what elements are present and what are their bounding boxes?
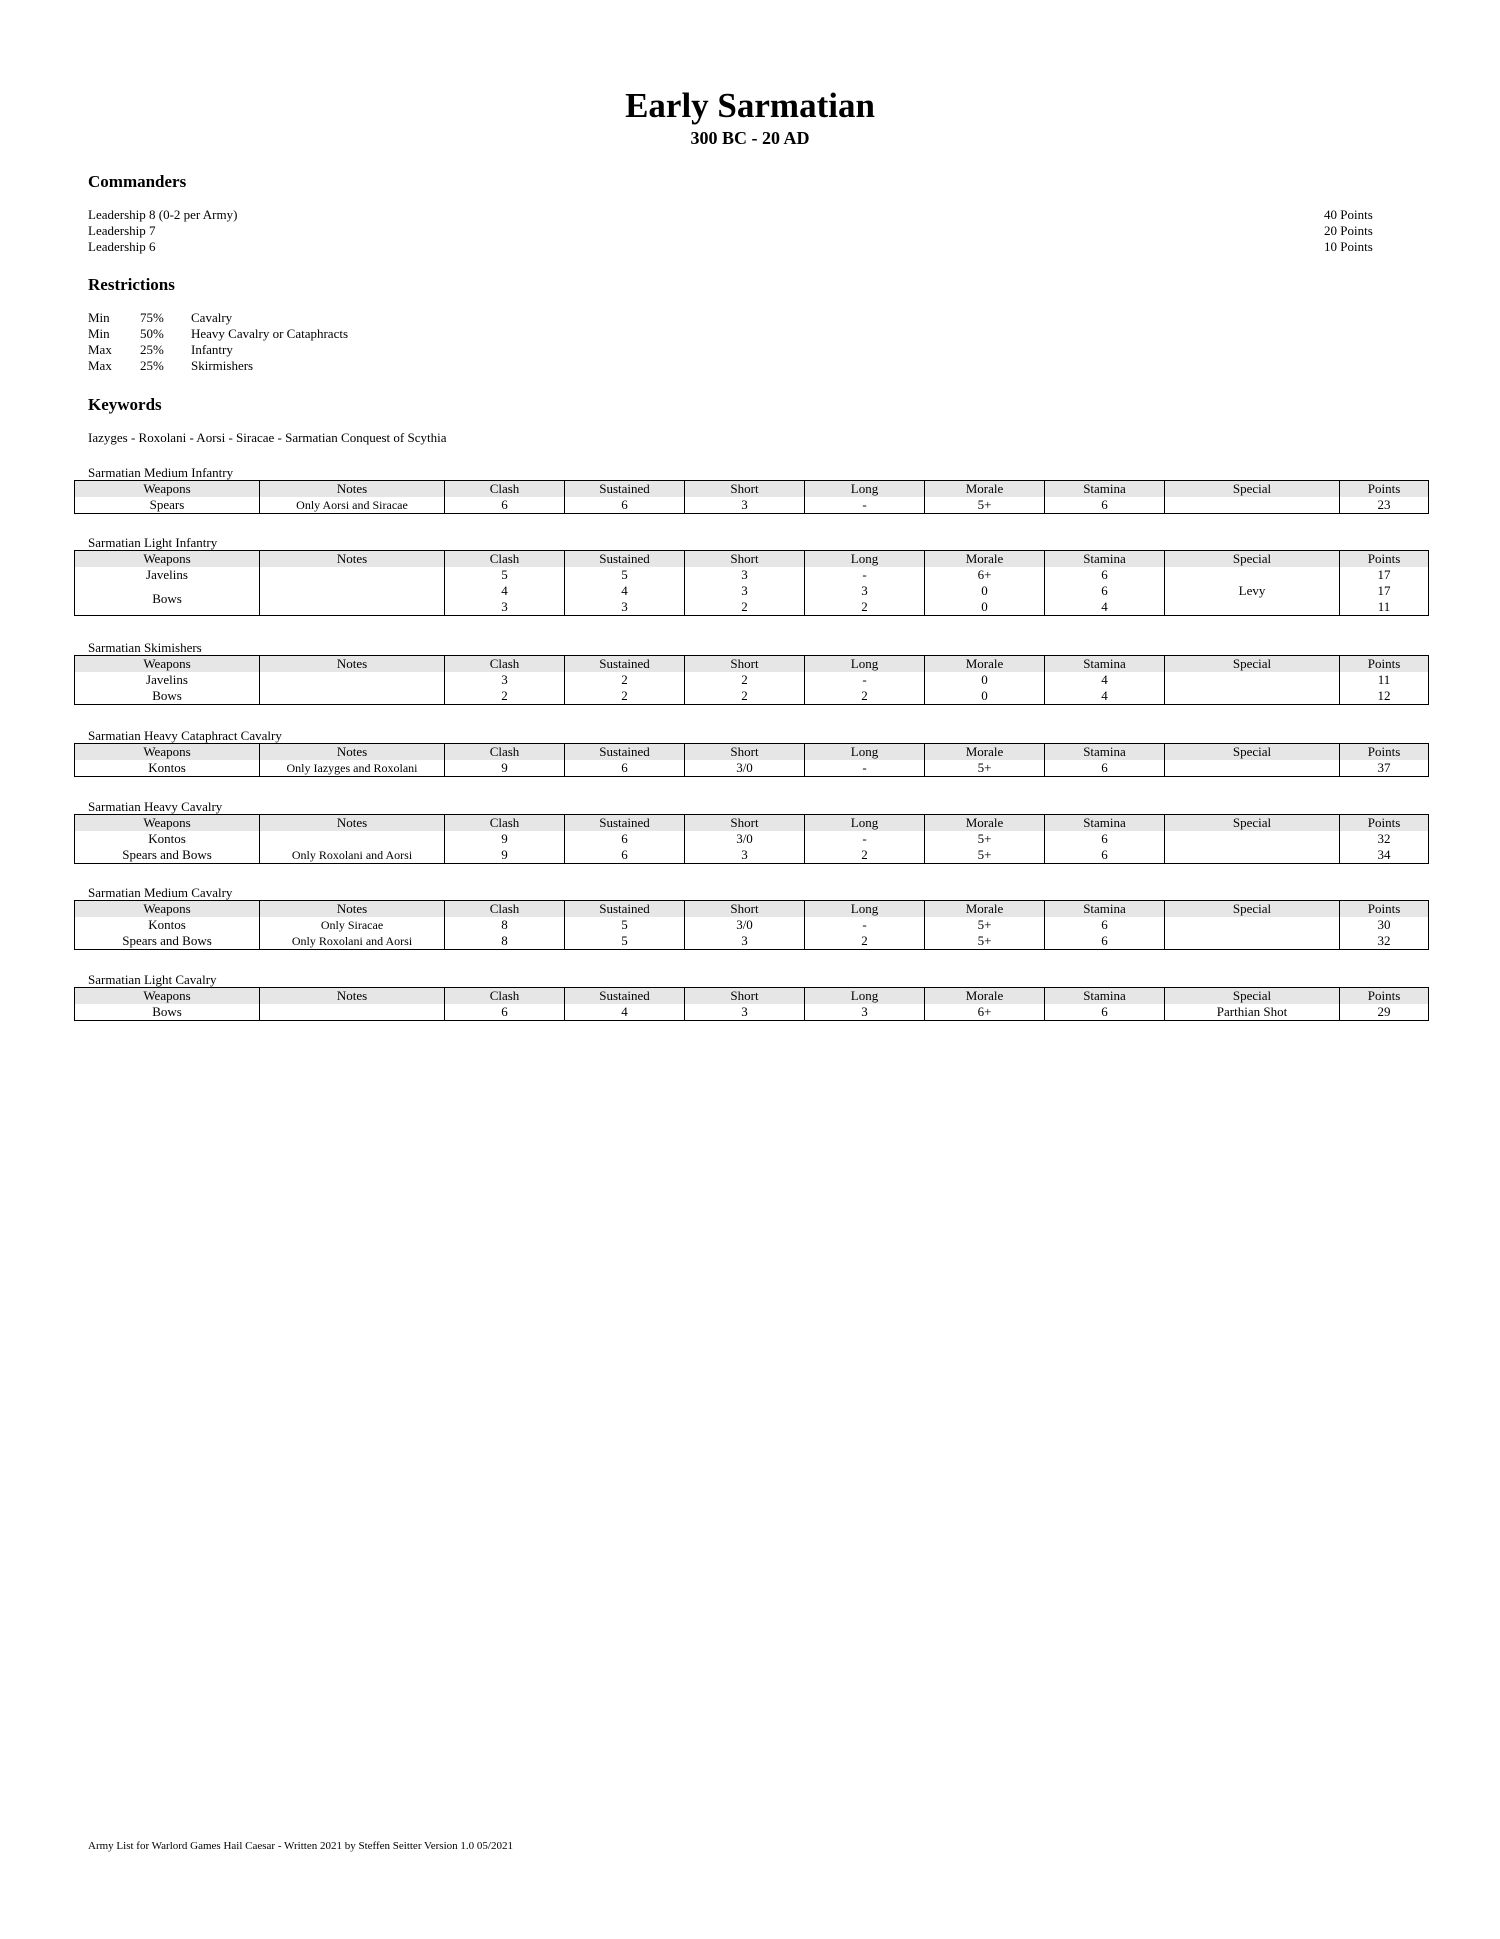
table-row — [75, 672, 1429, 688]
unit-stats-table — [74, 655, 1429, 705]
short-cell: 3 — [685, 1004, 805, 1021]
long-cell: 2 — [805, 688, 925, 705]
column-header: Long — [805, 656, 925, 673]
clash-cell: 3 — [445, 672, 565, 688]
clash-cell: 4 — [445, 583, 565, 599]
commander-points: 40 Points — [1324, 207, 1373, 222]
column-header: Morale — [925, 815, 1045, 832]
points-cell: 29 — [1340, 1004, 1429, 1021]
commanders-heading: Commanders — [88, 172, 187, 191]
commander-points: 20 Points — [1324, 223, 1373, 238]
column-header: Special — [1165, 656, 1340, 673]
page-subtitle-date-range: 300 BC - 20 AD — [690, 128, 810, 148]
long-cell: - — [805, 567, 925, 583]
restriction-type: Max — [88, 342, 112, 357]
special-cell: Levy — [1165, 583, 1340, 599]
morale-cell: 5+ — [925, 847, 1045, 864]
table-header-row — [75, 988, 1429, 1005]
column-header: Special — [1165, 551, 1340, 568]
unit-stats-table — [74, 743, 1429, 777]
table-row — [75, 688, 1429, 705]
clash-cell: 6 — [445, 497, 565, 514]
sustained-cell: 6 — [565, 760, 685, 777]
column-header: Long — [805, 744, 925, 761]
special-cell: Parthian Shot — [1165, 1004, 1340, 1021]
commander-label: Leadership 6 — [88, 239, 156, 254]
column-header: Weapons — [75, 815, 260, 832]
sustained-cell: 6 — [565, 831, 685, 847]
column-header: Weapons — [75, 901, 260, 918]
keywords-text: Iazyges - Roxolani - Aorsi - Siracae - Sarmatian Conquest of Scythia — [88, 430, 447, 445]
long-cell: - — [805, 917, 925, 933]
weapons-cell: Kontos — [75, 760, 260, 777]
column-header: Long — [805, 481, 925, 498]
short-cell: 3 — [685, 497, 805, 514]
long-cell: 2 — [805, 599, 925, 616]
column-header: Notes — [260, 988, 445, 1005]
column-header: Weapons — [75, 656, 260, 673]
column-header: Short — [685, 656, 805, 673]
column-header: Stamina — [1045, 815, 1165, 832]
stamina-cell: 6 — [1045, 847, 1165, 864]
short-cell: 3 — [685, 583, 805, 599]
column-header: Morale — [925, 481, 1045, 498]
unit-stats-table — [74, 480, 1429, 514]
column-header: Sustained — [565, 815, 685, 832]
column-header: Short — [685, 815, 805, 832]
column-header: Weapons — [75, 988, 260, 1005]
column-header: Stamina — [1045, 744, 1165, 761]
notes-cell: Only Siracae — [260, 917, 445, 933]
morale-cell: 0 — [925, 688, 1045, 705]
stamina-cell: 4 — [1045, 688, 1165, 705]
sustained-cell: 5 — [565, 567, 685, 583]
points-cell: 12 — [1340, 688, 1429, 705]
column-header: Long — [805, 551, 925, 568]
unit-title: Sarmatian Light Cavalry — [88, 972, 217, 987]
restriction-category: Cavalry — [191, 310, 233, 325]
points-cell: 11 — [1340, 672, 1429, 688]
column-header: Morale — [925, 988, 1045, 1005]
clash-cell: 8 — [445, 933, 565, 950]
column-header: Points — [1340, 656, 1429, 673]
unit-title: Sarmatian Heavy Cavalry — [88, 799, 223, 814]
column-header: Morale — [925, 744, 1045, 761]
restriction-percent: 25% — [140, 342, 164, 357]
table-row — [75, 917, 1429, 933]
unit-stats-table — [74, 814, 1429, 864]
column-header: Points — [1340, 988, 1429, 1005]
clash-cell: 6 — [445, 1004, 565, 1021]
weapons-cell: Bows — [75, 688, 260, 705]
column-header: Morale — [925, 551, 1045, 568]
column-header: Stamina — [1045, 656, 1165, 673]
sustained-cell: 5 — [565, 933, 685, 950]
keywords-heading: Keywords — [88, 395, 162, 414]
points-cell: 17 — [1340, 567, 1429, 583]
special-cell — [1165, 599, 1340, 616]
long-cell: 3 — [805, 1004, 925, 1021]
long-cell: 2 — [805, 933, 925, 950]
column-header: Notes — [260, 481, 445, 498]
column-header: Clash — [445, 815, 565, 832]
table-header-row — [75, 815, 1429, 832]
notes-cell — [260, 688, 445, 705]
long-cell: 2 — [805, 847, 925, 864]
commander-points: 10 Points — [1324, 239, 1373, 254]
restriction-type: Min — [88, 326, 110, 341]
long-cell: - — [805, 831, 925, 847]
column-header: Notes — [260, 901, 445, 918]
points-cell: 23 — [1340, 497, 1429, 514]
special-cell — [1165, 917, 1340, 933]
long-cell: 3 — [805, 583, 925, 599]
sustained-cell: 3 — [565, 599, 685, 616]
weapons-cell: Bows — [75, 583, 260, 616]
short-cell: 2 — [685, 672, 805, 688]
long-cell: - — [805, 760, 925, 777]
morale-cell: 6+ — [925, 1004, 1045, 1021]
short-cell: 3 — [685, 847, 805, 864]
column-header: Sustained — [565, 656, 685, 673]
clash-cell: 9 — [445, 760, 565, 777]
points-cell: 11 — [1340, 599, 1429, 616]
weapons-cell: Javelins — [75, 672, 260, 688]
column-header: Weapons — [75, 551, 260, 568]
column-header: Notes — [260, 744, 445, 761]
long-cell: - — [805, 497, 925, 514]
restriction-category: Skirmishers — [191, 358, 254, 373]
column-header: Stamina — [1045, 901, 1165, 918]
column-header: Special — [1165, 901, 1340, 918]
sustained-cell: 2 — [565, 672, 685, 688]
column-header: Points — [1340, 551, 1429, 568]
restriction-percent: 25% — [140, 358, 164, 373]
column-header: Notes — [260, 551, 445, 568]
weapons-cell: Javelins — [75, 567, 260, 583]
column-header: Points — [1340, 815, 1429, 832]
column-header: Weapons — [75, 744, 260, 761]
column-header: Long — [805, 988, 925, 1005]
short-cell: 2 — [685, 599, 805, 616]
table-row — [75, 567, 1429, 583]
sustained-cell: 6 — [565, 847, 685, 864]
morale-cell: 0 — [925, 583, 1045, 599]
sustained-cell: 6 — [565, 497, 685, 514]
column-header: Notes — [260, 815, 445, 832]
notes-cell: Only Aorsi and Siracae — [260, 497, 445, 514]
column-header: Long — [805, 901, 925, 918]
weapons-cell: Spears and Bows — [75, 933, 260, 950]
special-cell — [1165, 933, 1340, 950]
special-cell — [1165, 831, 1340, 847]
short-cell: 3/0 — [685, 831, 805, 847]
table-row — [75, 933, 1429, 950]
restriction-type: Min — [88, 310, 110, 325]
stamina-cell: 6 — [1045, 583, 1165, 599]
unit-title: Sarmatian Light Infantry — [88, 535, 218, 550]
column-header: Clash — [445, 551, 565, 568]
weapons-cell: Kontos — [75, 831, 260, 847]
short-cell: 3 — [685, 567, 805, 583]
table-row — [75, 583, 1429, 599]
notes-cell — [260, 567, 445, 583]
table-row — [75, 1004, 1429, 1021]
special-cell — [1165, 672, 1340, 688]
clash-cell: 2 — [445, 688, 565, 705]
table-header-row — [75, 901, 1429, 918]
points-cell: 32 — [1340, 831, 1429, 847]
notes-cell — [260, 583, 445, 616]
short-cell: 3/0 — [685, 760, 805, 777]
sustained-cell: 2 — [565, 688, 685, 705]
stamina-cell: 6 — [1045, 831, 1165, 847]
column-header: Points — [1340, 481, 1429, 498]
special-cell — [1165, 567, 1340, 583]
special-cell — [1165, 688, 1340, 705]
column-header: Long — [805, 815, 925, 832]
column-header: Stamina — [1045, 551, 1165, 568]
table-row — [75, 847, 1429, 864]
notes-cell: Only Iazyges and Roxolani — [260, 760, 445, 777]
restriction-percent: 75% — [140, 310, 164, 325]
sustained-cell: 4 — [565, 583, 685, 599]
notes-cell — [260, 672, 445, 688]
page-footer: Army List for Warlord Games Hail Caesar - Written 2021 by Steffen Seitter Version 1.0 05/2021 — [88, 1840, 513, 1852]
sustained-cell: 5 — [565, 917, 685, 933]
points-cell: 17 — [1340, 583, 1429, 599]
stamina-cell: 6 — [1045, 497, 1165, 514]
column-header: Clash — [445, 988, 565, 1005]
column-header: Clash — [445, 744, 565, 761]
stamina-cell: 4 — [1045, 599, 1165, 616]
column-header: Sustained — [565, 901, 685, 918]
stamina-cell: 6 — [1045, 933, 1165, 950]
table-row — [75, 760, 1429, 777]
column-header: Clash — [445, 656, 565, 673]
clash-cell: 5 — [445, 567, 565, 583]
column-header: Stamina — [1045, 481, 1165, 498]
table-row — [75, 831, 1429, 847]
column-header: Special — [1165, 988, 1340, 1005]
column-header: Special — [1165, 744, 1340, 761]
column-header: Special — [1165, 481, 1340, 498]
morale-cell: 5+ — [925, 497, 1045, 514]
stamina-cell: 6 — [1045, 917, 1165, 933]
notes-cell: Only Roxolani and Aorsi — [260, 933, 445, 950]
column-header: Sustained — [565, 551, 685, 568]
points-cell: 32 — [1340, 933, 1429, 950]
morale-cell: 5+ — [925, 760, 1045, 777]
long-cell: - — [805, 672, 925, 688]
weapons-cell: Bows — [75, 1004, 260, 1021]
unit-stats-table — [74, 550, 1429, 616]
stamina-cell: 6 — [1045, 760, 1165, 777]
morale-cell: 0 — [925, 672, 1045, 688]
short-cell: 3/0 — [685, 917, 805, 933]
restrictions-heading: Restrictions — [88, 275, 175, 294]
table-header-row — [75, 744, 1429, 761]
unit-title: Sarmatian Medium Infantry — [88, 465, 234, 480]
unit-title: Sarmatian Heavy Cataphract Cavalry — [88, 728, 282, 743]
restriction-percent: 50% — [140, 326, 164, 341]
column-header: Points — [1340, 744, 1429, 761]
morale-cell: 5+ — [925, 933, 1045, 950]
column-header: Clash — [445, 901, 565, 918]
column-header: Notes — [260, 656, 445, 673]
column-header: Morale — [925, 901, 1045, 918]
special-cell — [1165, 497, 1340, 514]
column-header: Short — [685, 744, 805, 761]
clash-cell: 8 — [445, 917, 565, 933]
column-header: Sustained — [565, 988, 685, 1005]
column-header: Short — [685, 988, 805, 1005]
restriction-type: Max — [88, 358, 112, 373]
clash-cell: 3 — [445, 599, 565, 616]
column-header: Sustained — [565, 744, 685, 761]
clash-cell: 9 — [445, 847, 565, 864]
column-header: Morale — [925, 656, 1045, 673]
stamina-cell: 4 — [1045, 672, 1165, 688]
morale-cell: 0 — [925, 599, 1045, 616]
notes-cell — [260, 831, 445, 847]
table-header-row — [75, 656, 1429, 673]
unit-title: Sarmatian Medium Cavalry — [88, 885, 233, 900]
table-header-row — [75, 551, 1429, 568]
morale-cell: 5+ — [925, 917, 1045, 933]
column-header: Stamina — [1045, 988, 1165, 1005]
weapons-cell: Spears — [75, 497, 260, 514]
column-header: Short — [685, 901, 805, 918]
unit-title: Sarmatian Skimishers — [88, 640, 202, 655]
column-header: Sustained — [565, 481, 685, 498]
unit-stats-table — [74, 900, 1429, 950]
commander-label: Leadership 8 (0-2 per Army) — [88, 207, 238, 222]
notes-cell: Only Roxolani and Aorsi — [260, 847, 445, 864]
short-cell: 3 — [685, 933, 805, 950]
column-header: Clash — [445, 481, 565, 498]
morale-cell: 6+ — [925, 567, 1045, 583]
weapons-cell: Kontos — [75, 917, 260, 933]
stamina-cell: 6 — [1045, 1004, 1165, 1021]
column-header: Special — [1165, 815, 1340, 832]
weapons-cell: Spears and Bows — [75, 847, 260, 864]
unit-stats-table — [74, 987, 1429, 1021]
stamina-cell: 6 — [1045, 567, 1165, 583]
short-cell: 2 — [685, 688, 805, 705]
commander-label: Leadership 7 — [88, 223, 156, 238]
table-header-row — [75, 481, 1429, 498]
column-header: Short — [685, 551, 805, 568]
points-cell: 30 — [1340, 917, 1429, 933]
page-title: Early Sarmatian — [625, 86, 875, 125]
points-cell: 37 — [1340, 760, 1429, 777]
morale-cell: 5+ — [925, 831, 1045, 847]
restriction-category: Heavy Cavalry or Cataphracts — [191, 326, 349, 341]
special-cell — [1165, 847, 1340, 864]
table-row — [75, 497, 1429, 514]
sustained-cell: 4 — [565, 1004, 685, 1021]
notes-cell — [260, 1004, 445, 1021]
special-cell — [1165, 760, 1340, 777]
points-cell: 34 — [1340, 847, 1429, 864]
restriction-category: Infantry — [191, 342, 233, 357]
column-header: Weapons — [75, 481, 260, 498]
clash-cell: 9 — [445, 831, 565, 847]
column-header: Short — [685, 481, 805, 498]
column-header: Points — [1340, 901, 1429, 918]
